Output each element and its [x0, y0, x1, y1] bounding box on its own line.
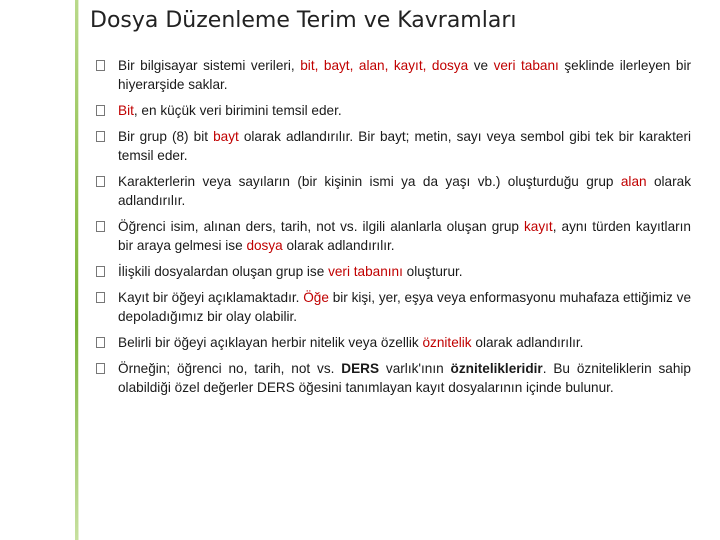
bullet-text: oluşturur.: [402, 264, 463, 279]
bullet-item: [96, 127, 691, 165]
bullet-item: [96, 359, 691, 397]
bullet-text: ve: [468, 58, 494, 73]
bullet-text: Örneğin; öğrenci no, tarih, not vs.: [118, 361, 342, 376]
highlighted-term: Bit: [118, 103, 134, 118]
highlighted-term: Öğe: [303, 290, 329, 305]
bullet-text: , en küçük veri birimini temsil eder.: [133, 103, 342, 118]
bullet-text: olarak adlandırılır.: [282, 238, 395, 253]
highlighted-term: dosya: [246, 238, 283, 253]
bullet-text: Kayıt bir öğeyi açıklamaktadır.: [118, 290, 304, 305]
bullet-item: [96, 101, 691, 120]
bullet-text: şeklinde ilerleyen bir hiyerarşide saklar.: [118, 58, 691, 92]
bullet-box-icon: [96, 60, 105, 71]
bullet-box-icon: [96, 266, 105, 277]
bullet-item: [96, 56, 691, 94]
bullet-text: Belirli bir öğeyi açıklayan herbir nitelik veya özellik: [118, 335, 423, 350]
bullet-text: olarak adlandırılır. Bir bayt; metin, sayı veya sembol gibi tek bir karakteri temsil eder.: [118, 129, 691, 163]
highlighted-term: bayt: [213, 129, 239, 144]
highlighted-term: veri tabanı: [493, 58, 559, 73]
highlighted-term: alan: [620, 174, 647, 189]
bullet-text: olarak adlandırılır.: [471, 335, 584, 350]
bullet-text: varlık'ının: [379, 361, 451, 376]
bullet-text: Bir bilgisayar sistemi verileri,: [118, 58, 301, 73]
highlighted-term: bit, bayt, alan, kayıt, dosya: [300, 58, 469, 73]
bullet-text: Bir grup (8) bit: [118, 129, 214, 144]
bullet-box-icon: [96, 176, 105, 187]
bullet-text: Öğrenci isim, alınan ders, tarih, not vs. ilgili alanlarla oluşan grup: [118, 219, 524, 234]
highlighted-term: kayıt: [524, 219, 553, 234]
highlighted-term: öznitelik: [422, 335, 472, 350]
bold-term: öznitelikleridir: [450, 361, 543, 376]
bullet-box-icon: [96, 131, 105, 142]
bullet-text: , aynı türden kayıtların bir araya gelmesi ise: [118, 219, 691, 253]
bullet-text: İlişkili dosyalardan oluşan grup ise: [118, 264, 329, 279]
bullet-list: [96, 56, 691, 404]
bullet-text: Karakterlerin veya sayıların (bir kişinin ismi ya da yaşı vb.) oluşturduğu grup: [118, 174, 621, 189]
highlighted-term: veri tabanını: [328, 264, 403, 279]
bullet-text: bir kişi, yer, eşya veya enformasyonu muhafaza ettiğimiz ve depoladığımız bir olay olabilir.: [118, 290, 692, 324]
bullet-box-icon: [96, 337, 105, 348]
bullet-box-icon: [96, 105, 105, 116]
bullet-text: . Bu özniteliklerin sahip olabildiği özel değerler DERS öğesini tanımlayan kayıt dosyalarının içinde bulunur.: [118, 361, 691, 395]
bullet-text: olarak adlandırılır.: [118, 174, 691, 208]
bold-term: DERS: [341, 361, 380, 376]
bullet-item: [96, 288, 691, 326]
bullet-box-icon: [96, 292, 105, 303]
left-accent-rule: [75, 0, 78, 540]
bullet-item: [96, 172, 691, 210]
bullet-item: [96, 262, 691, 281]
bullet-box-icon: [96, 221, 105, 232]
bullet-item: [96, 217, 691, 255]
page-title: Dosya Düzenleme Terim ve Kavramları: [90, 8, 517, 33]
bullet-item: [96, 333, 691, 352]
bullet-box-icon: [96, 363, 105, 374]
